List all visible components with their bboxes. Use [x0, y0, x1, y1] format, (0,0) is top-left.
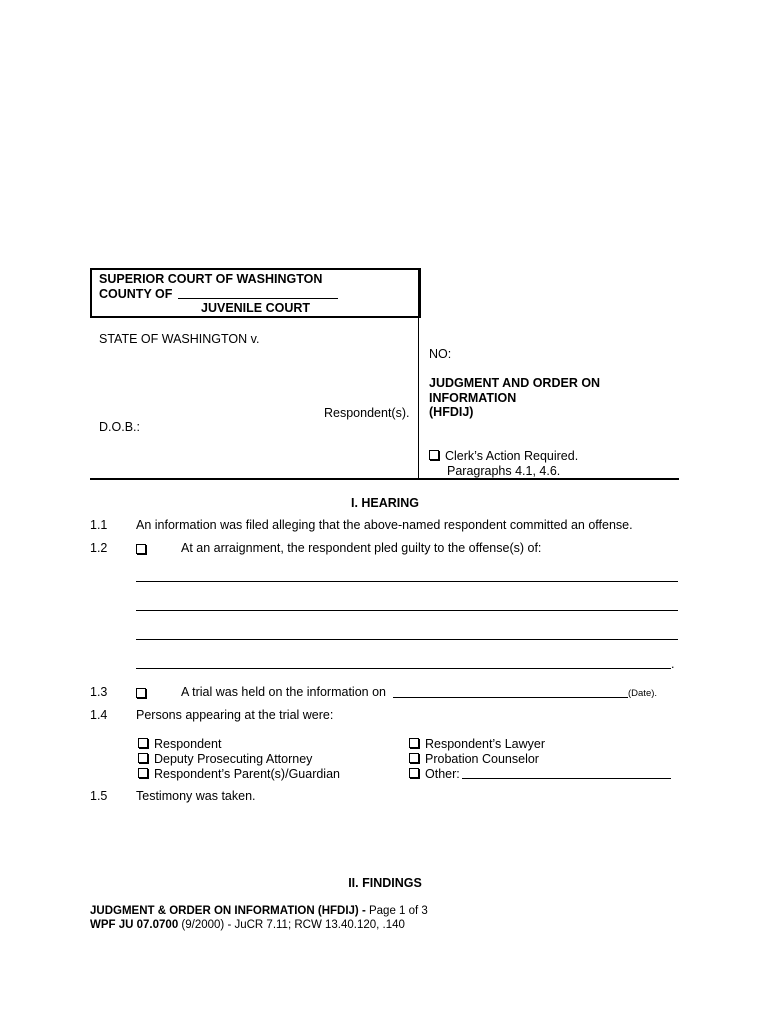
footer-form — [90, 919, 405, 931]
case-number-label: NO: — [429, 347, 452, 361]
para-1-2-text: At an arraignment, the respondent pled guilty to the offense(s) of: — [181, 541, 542, 555]
footer-form-id: WPF JU 07.0700 — [90, 919, 179, 931]
doc-title-line2: INFORMATION — [429, 391, 517, 405]
para-1-1-text: An information was filed alleging that the above-named respondent committed an offense. — [136, 518, 633, 532]
county-blank[interactable] — [178, 298, 338, 299]
offense-line-period: . — [671, 657, 675, 671]
case-party: STATE OF WASHINGTON v. — [99, 332, 260, 346]
clerk-action-label: Clerk’s Action Required. — [445, 449, 579, 463]
footer-title — [90, 905, 428, 917]
footer-doc-title: JUDGMENT & ORDER ON INFORMATION (HFDIJ) - — [90, 905, 366, 917]
respondent-label: Respondent(s). — [324, 406, 410, 420]
court-name: SUPERIOR COURT OF WASHINGTON — [99, 272, 323, 286]
clerk-action-checkbox[interactable] — [429, 450, 439, 460]
dob-label: D.O.B.: — [99, 420, 140, 434]
person-other-blank[interactable] — [462, 778, 671, 779]
person-prosecutor-label: Deputy Prosecuting Attorney — [154, 752, 313, 766]
person-parent-guardian — [138, 767, 340, 781]
footer-form-ref: (9/2000) - JuCR 7.11; RCW 13.40.120, .140 — [181, 919, 405, 931]
para-1-3-number: 1.3 — [90, 685, 108, 699]
para-1-1-number: 1.1 — [90, 518, 108, 532]
county-label: COUNTY OF — [99, 287, 173, 301]
trial-date-label: (Date). — [628, 688, 658, 699]
person-respondent-lawyer-checkbox[interactable] — [409, 738, 419, 748]
person-other — [409, 767, 460, 781]
caption-divider — [418, 268, 419, 480]
section-heading-findings: II. FINDINGS — [348, 876, 422, 890]
trial-date-blank[interactable] — [393, 697, 628, 698]
person-prosecutor-checkbox[interactable] — [138, 753, 148, 763]
person-respondent-checkbox[interactable] — [138, 738, 148, 748]
person-probation-counselor-checkbox[interactable] — [409, 753, 419, 763]
clerk-paragraphs: Paragraphs 4.1, 4.6. — [447, 464, 561, 478]
person-respondent-label: Respondent — [154, 737, 222, 751]
offense-line-1[interactable] — [136, 581, 678, 582]
person-probation-counselor — [409, 752, 539, 766]
footer-page: Page 1 of 3 — [368, 905, 428, 917]
para-1-3-text: A trial was held on the information on — [181, 685, 386, 699]
person-parent-guardian-label: Respondent’s Parent(s)/Guardian — [154, 767, 340, 781]
clerk-action — [429, 449, 578, 463]
person-respondent — [138, 737, 221, 751]
para-1-4-text: Persons appearing at the trial were: — [136, 708, 334, 722]
offense-line-4[interactable] — [136, 668, 671, 669]
para-1-5-number: 1.5 — [90, 789, 108, 803]
offense-line-2[interactable] — [136, 610, 678, 611]
para-1-2-checkbox[interactable] — [136, 544, 146, 554]
para-1-2-number: 1.2 — [90, 541, 108, 555]
person-other-checkbox[interactable] — [409, 768, 419, 778]
section-heading-hearing: I. HEARING — [350, 496, 420, 510]
person-other-label: Other: — [425, 767, 460, 781]
person-respondent-lawyer-label: Respondent’s Lawyer — [425, 737, 545, 751]
person-probation-counselor-label: Probation Counselor — [425, 752, 539, 766]
para-1-4-number: 1.4 — [90, 708, 108, 722]
person-prosecutor — [138, 752, 312, 766]
person-respondent-lawyer — [409, 737, 545, 751]
offense-line-3[interactable] — [136, 639, 678, 640]
para-1-5-text: Testimony was taken. — [136, 789, 256, 803]
para-1-3-checkbox[interactable] — [136, 688, 146, 698]
doc-title-line3: (HFDIJ) — [429, 405, 474, 419]
doc-title-line1: JUDGMENT AND ORDER ON — [429, 376, 601, 390]
person-parent-guardian-checkbox[interactable] — [138, 768, 148, 778]
juvenile-court-label: JUVENILE COURT — [201, 301, 311, 315]
caption-bottom-rule — [90, 478, 679, 480]
